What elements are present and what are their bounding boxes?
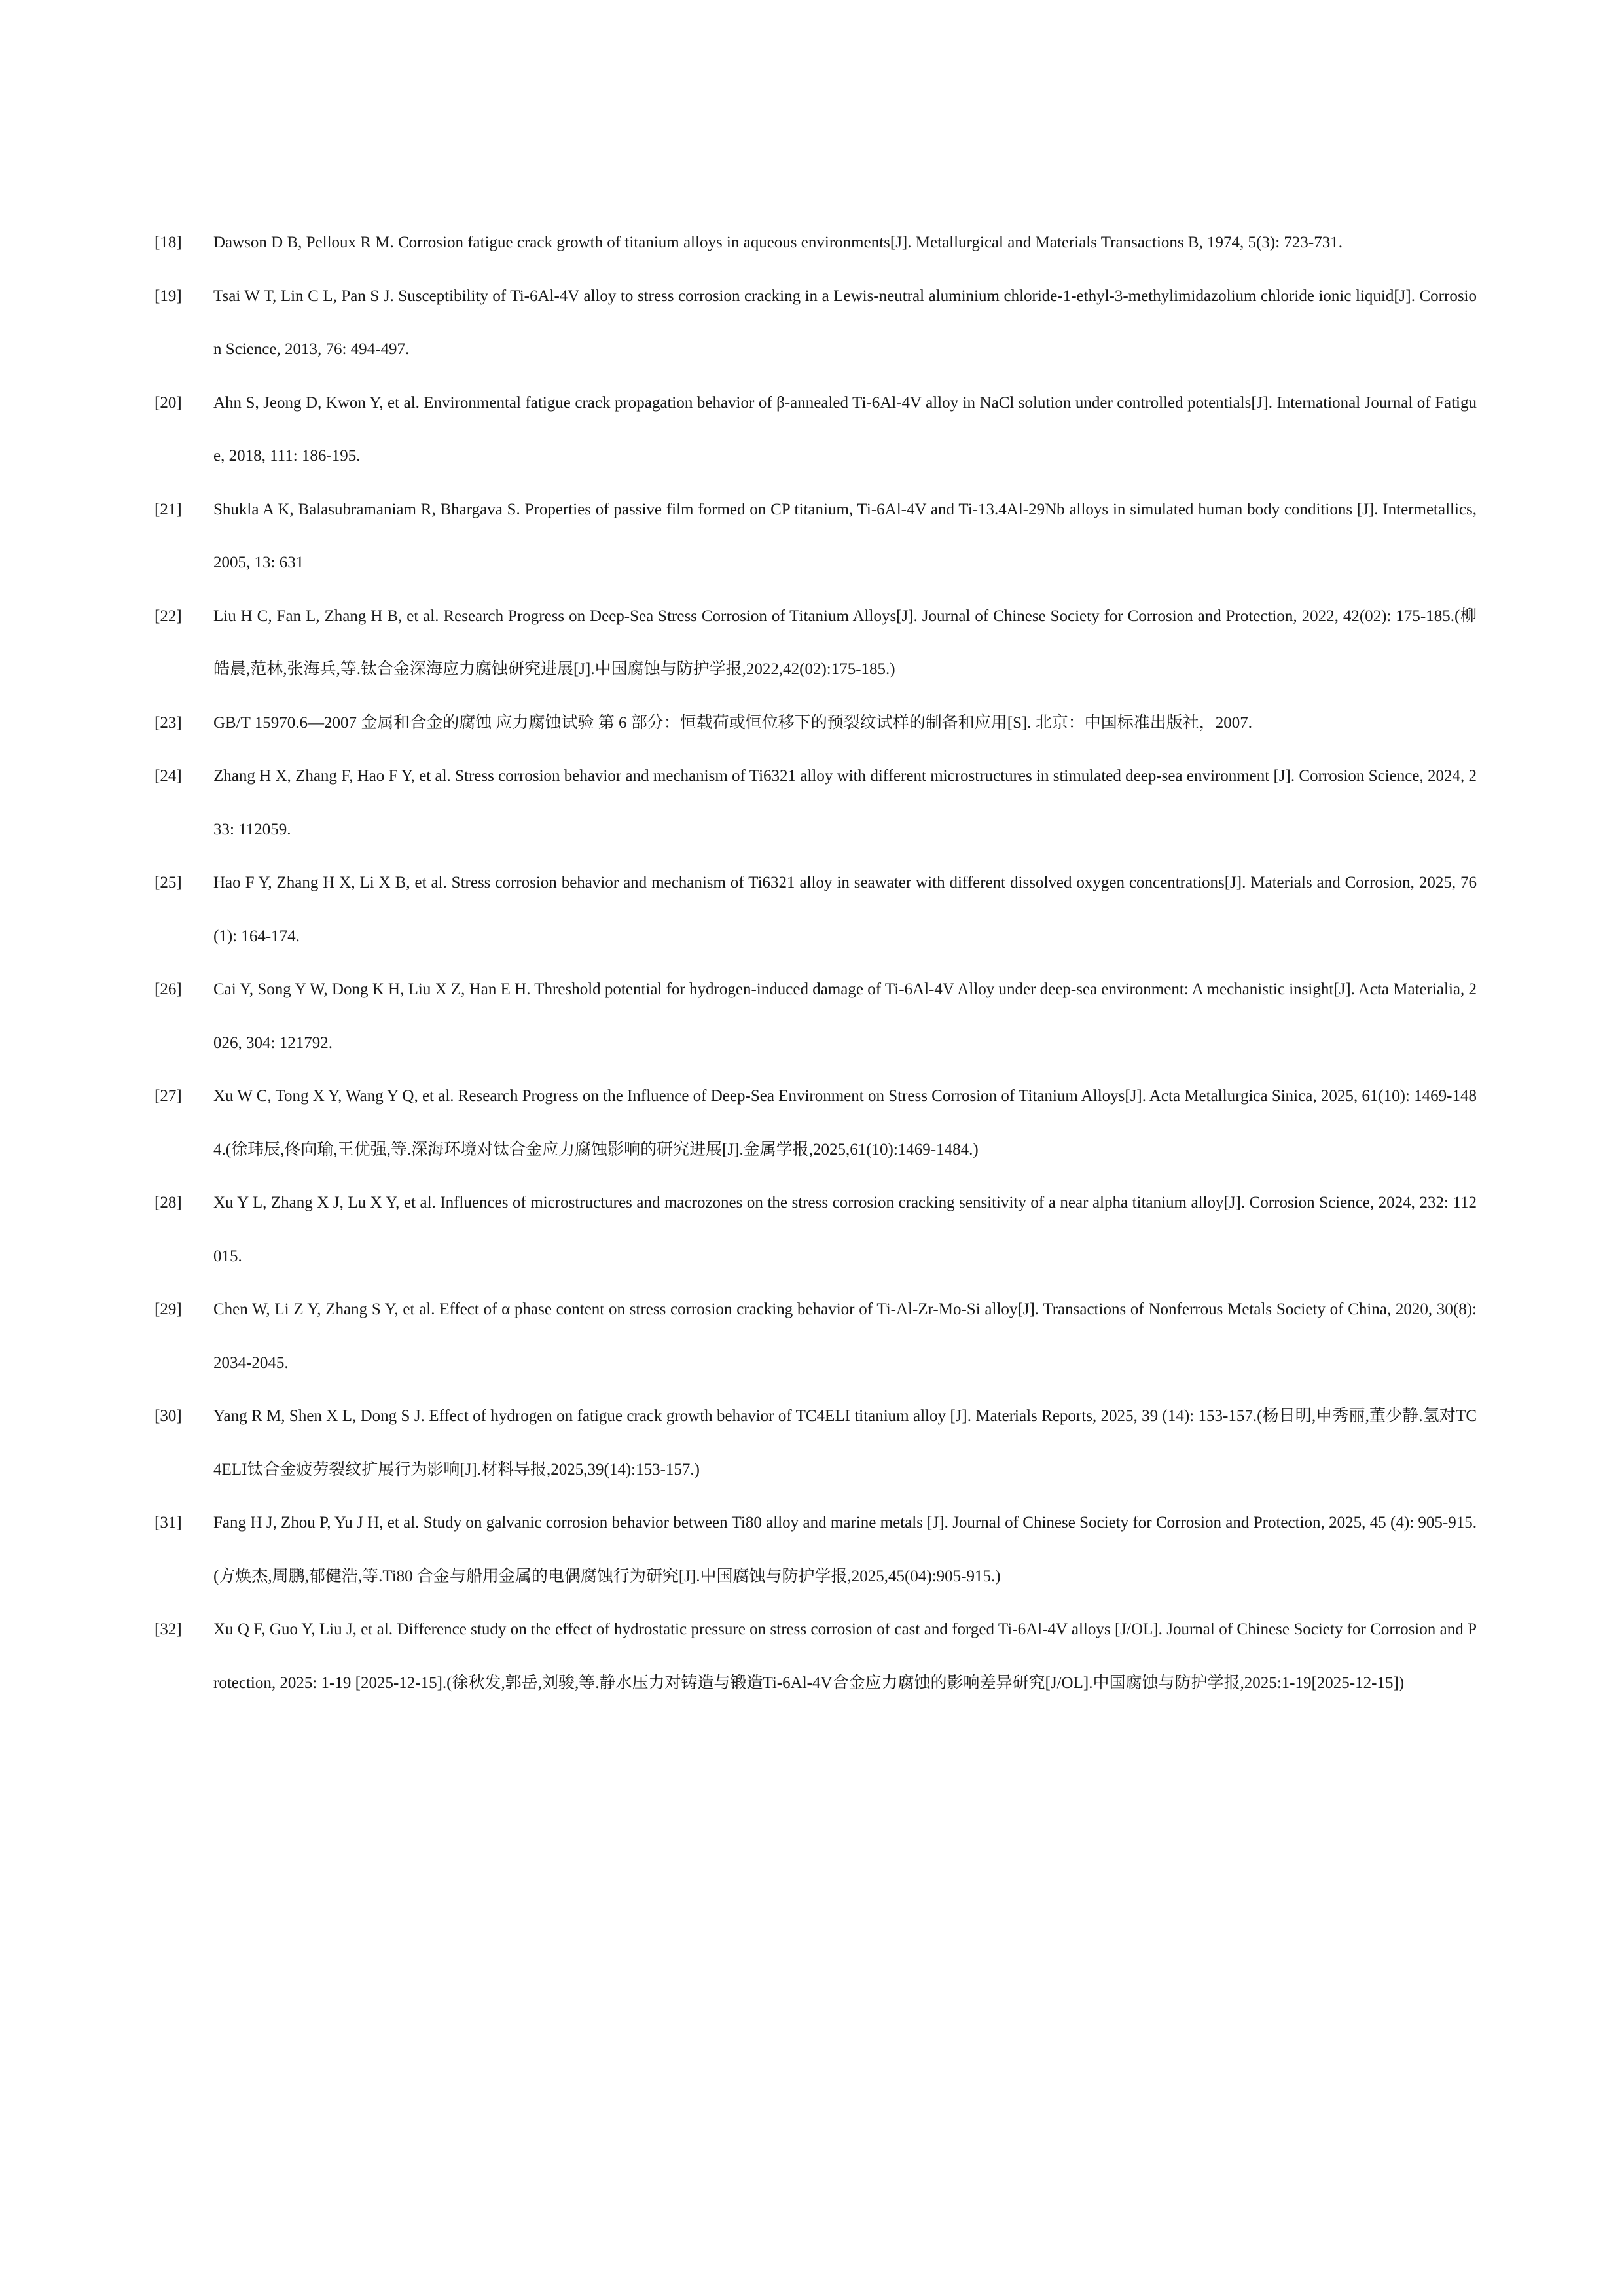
reference-text: Tsai W T, Lin C L, Pan S J. Susceptibility of Ti-6Al-4V alloy to stress corrosion cracking in a Lewis-neutral aluminium chloride-1-ethyl-3-methylimidazolium chloride ionic liquid[J]. Corrosion Science, 2013, 76: 494-497. [213, 287, 1477, 358]
reference-text: Hao F Y, Zhang H X, Li X B, et al. Stress corrosion behavior and mechanism of Ti6321 alloy in seawater with different dissolved oxygen concentrations[J]. Materials and Corrosion, 2025, 76(1): 164-174. [213, 874, 1477, 945]
reference-number: [27] [154, 1087, 182, 1105]
reference-item [154, 1496, 1477, 1603]
reference-item [154, 216, 1477, 270]
reference-number: [31] [154, 1514, 182, 1532]
reference-number: [20] [154, 393, 182, 412]
reference-text: Xu Q F, Guo Y, Liu J, et al. Difference study on the effect of hydrostatic pressure on stress corrosion of cast and forged Ti-6Al-4V alloys [J/OL]. Journal of Chinese Society for Corrosion and Protection, 2025: 1-19 [2025-12-15].(徐秋发,郭岳,刘骏,等.静水压力对铸造与锻造Ti-6Al-4V合金应力腐蚀的影响差异研究[J/OL].中国腐蚀与防护学报,2025:1-19[2025-12-15]) [213, 1621, 1477, 1692]
reference-item [154, 590, 1477, 696]
reference-number: [30] [154, 1407, 182, 1425]
reference-text: Xu Y L, Zhang X J, Lu X Y, et al. Influences of microstructures and macrozones on the stress corrosion cracking sensitivity of a near alpha titanium alloy[J]. Corrosion Science, 2024, 232: 112015. [213, 1194, 1477, 1265]
reference-item [154, 963, 1477, 1069]
reference-number: [23] [154, 713, 182, 732]
reference-number: [22] [154, 607, 182, 625]
reference-text: Yang R M, Shen X L, Dong S J. Effect of hydrogen on fatigue crack growth behavior of TC4ELI titanium alloy [J]. Materials Reports, 2025, 39 (14): 153-157.(杨日明,申秀丽,董少静.氢对TC4ELI钛合金疲劳裂纹扩展行为影响[J].材料导报,2025,39(14):153-157.) [213, 1407, 1477, 1479]
reference-item [154, 856, 1477, 963]
reference-number: [18] [154, 234, 182, 251]
reference-item [154, 696, 1477, 750]
reference-item [154, 1390, 1477, 1496]
reference-number: [29] [154, 1300, 182, 1318]
reference-number: [19] [154, 287, 182, 305]
reference-text: Chen W, Li Z Y, Zhang S Y, et al. Effect of α phase content on stress corrosion cracking behavior of Ti-Al-Zr-Mo-Si alloy[J]. Transactions of Nonferrous Metals Society of China, 2020, 30(8): 2034-2045. [213, 1300, 1477, 1372]
reference-item [154, 270, 1477, 376]
reference-number: [24] [154, 767, 182, 785]
reference-text: Liu H C, Fan L, Zhang H B, et al. Research Progress on Deep-Sea Stress Corrosion of Titanium Alloys[J]. Journal of Chinese Society for Corrosion and Protection, 2022, 42(02): 175-185.(柳皓晨,范林,张海兵,等.钛合金深海应力腐蚀研究进展[J].中国腐蚀与防护学报,2022,42(02):175-185.) [213, 607, 1477, 678]
reference-text: Xu W C, Tong X Y, Wang Y Q, et al. Research Progress on the Influence of Deep-Sea Environment on Stress Corrosion of Titanium Alloys[J]. Acta Metallurgica Sinica, 2025, 61(10): 1469-1484.(徐玮辰,佟向瑜,王优强,等.深海环境对钛合金应力腐蚀影响的研究进展[J].金属学报,2025,61(10):1469-1484.) [213, 1087, 1477, 1158]
reference-item [154, 376, 1477, 483]
reference-text: GB/T 15970.6—2007 金属和合金的腐蚀 应力腐蚀试验 第 6 部分：恒载荷或恒位移下的预裂纹试样的制备和应用[S]. 北京：中国标准出版社，2007. [213, 713, 1253, 732]
reference-number: [26] [154, 980, 182, 998]
reference-number: [28] [154, 1194, 182, 1211]
reference-item [154, 1176, 1477, 1283]
reference-text: Dawson D B, Pelloux R M. Corrosion fatigue crack growth of titanium alloys in aqueous environments[J]. Metallurgical and Materials Transactions B, 1974, 5(3): 723-731. [213, 234, 1343, 251]
reference-item [154, 1603, 1477, 1710]
reference-text: Shukla A K, Balasubramaniam R, Bhargava S. Properties of passive film formed on CP titanium, Ti-6Al-4V and Ti-13.4Al-29Nb alloys in simulated human body conditions [J]. Intermetallics, 2005, 13: 631 [213, 500, 1477, 571]
reference-number: [25] [154, 874, 182, 891]
reference-text: Zhang H X, Zhang F, Hao F Y, et al. Stress corrosion behavior and mechanism of Ti6321 alloy with different microstructures in stimulated deep-sea environment [J]. Corrosion Science, 2024, 233: 112059. [213, 767, 1477, 838]
reference-text: Cai Y, Song Y W, Dong K H, Liu X Z, Han E H. Threshold potential for hydrogen-induced damage of Ti-6Al-4V Alloy under deep-sea environment: A mechanistic insight[J]. Acta Materialia, 2026, 304: 121792. [213, 980, 1477, 1052]
reference-list [154, 216, 1477, 1710]
reference-item [154, 1069, 1477, 1176]
reference-item [154, 749, 1477, 856]
reference-item [154, 1283, 1477, 1390]
reference-number: [32] [154, 1621, 182, 1638]
reference-text: Ahn S, Jeong D, Kwon Y, et al. Environmental fatigue crack propagation behavior of β-annealed Ti-6Al-4V alloy in NaCl solution under controlled potentials[J]. International Journal of Fatigue, 2018, 111: 186-195. [213, 393, 1477, 465]
reference-item [154, 483, 1477, 590]
reference-number: [21] [154, 500, 182, 518]
reference-text: Fang H J, Zhou P, Yu J H, et al. Study on galvanic corrosion behavior between Ti80 alloy and marine metals [J]. Journal of Chinese Society for Corrosion and Protection, 2025, 45 (4): 905-915.(方焕杰,周鹏,郁健浩,等.Ti80 合金与船用金属的电偶腐蚀行为研究[J].中国腐蚀与防护学报,2025,45(04):905-915.) [213, 1514, 1477, 1585]
